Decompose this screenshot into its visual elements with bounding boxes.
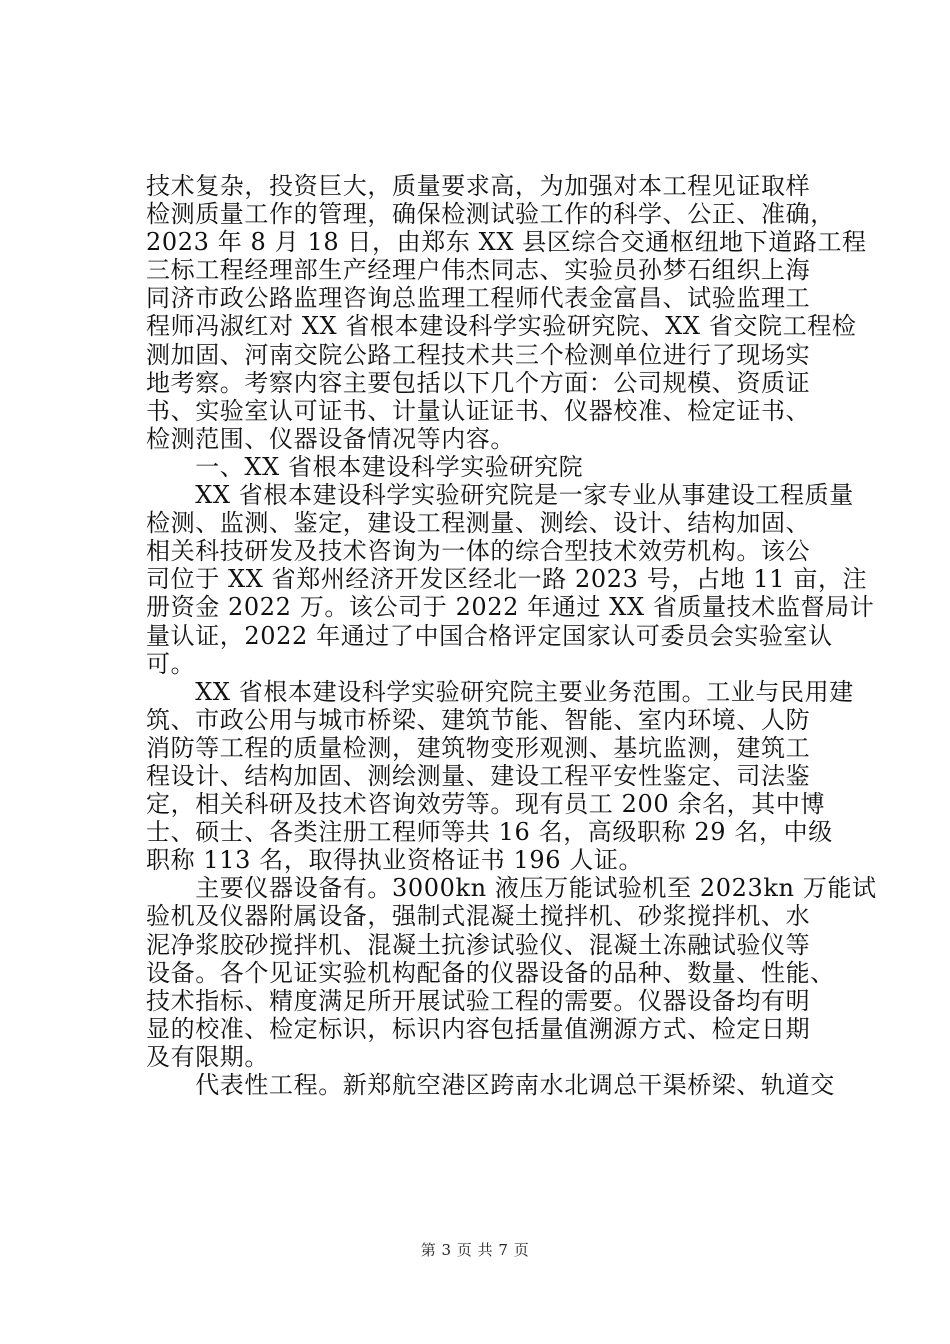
text-line: 消防等工程的质量检测，建筑物变形观测、基坑监测，建筑工 — [146, 733, 811, 762]
body-text — [146, 172, 877, 1099]
text-line: 司位于 XX 省郑州经济开发区经北一路 2023 号，占地 11 亩，注 — [146, 565, 868, 594]
text-line: 验机及仪器附属设备，强制式混凝土搅拌机、砂浆搅拌机、水 — [146, 902, 811, 931]
text-line: 技术复杂，投资巨大，质量要求高，为加强对本工程见证取样 — [146, 172, 811, 200]
text-line: 代表性工程。新郑航空港区跨南水北调总干渠桥梁、轨道交 — [146, 1071, 835, 1099]
text-line: 地考察。考察内容主要包括以下几个方面：公司规模、资质证 — [146, 368, 811, 397]
text-line: 职称 113 名，取得执业资格证书 196 人证。 — [146, 846, 644, 875]
text-line: 定，相关科研及技术咨询效劳等。现有员工 200 余名，其中博 — [146, 790, 826, 819]
text-line: 检测范围、仪器设备情况等内容。 — [146, 424, 515, 453]
text-line: 检测质量工作的管理，确保检测试验工作的科学、公正、准确， — [146, 200, 835, 229]
text-line: 显的校准、检定标识，标识内容包括量值溯源方式、检定日期 — [146, 1014, 811, 1043]
text-line: 一、XX 省根本建设科学实验研究院 — [146, 452, 584, 481]
text-line: 检测、监测、鉴定，建设工程测量、测绘、设计、结构加固、 — [146, 509, 811, 538]
text-line: 主要仪器设备有。3000kn 液压万能试验机至 2023kn 万能试 — [146, 874, 877, 903]
text-line: 相关科技研发及技术咨询为一体的综合型技术效劳机构。该公 — [146, 537, 811, 566]
text-line: 测加固、河南交院公路工程技术共三个检测单位进行了现场实 — [146, 340, 811, 369]
text-line: 可。 — [146, 649, 196, 678]
text-line: 泥净浆胶砂搅拌机、混凝土抗渗试验仪、混凝土冻融试验仪等 — [146, 930, 811, 959]
page-footer: 第 3 页 共 7 页 — [420, 1241, 530, 1259]
text-line: XX 省根本建设科学实验研究院主要业务范围。工业与民用建 — [146, 677, 854, 706]
text-line: 2023 年 8 月 18 日，由郑东 XX 县区综合交通枢纽地下道路工程 — [146, 228, 867, 257]
text-line: 设备。各个见证实验机构配备的仪器设备的品种、数量、性能、 — [146, 958, 835, 987]
text-line: 同济市政公路监理咨询总监理工程师代表金富昌、试验监理工 — [146, 284, 811, 313]
text-line: 程设计、结构加固、测绘测量、建设工程平安性鉴定、司法鉴 — [146, 761, 811, 790]
text-line: 及有限期。 — [146, 1042, 269, 1071]
text-line: 筑、市政公用与城市桥梁、建筑节能、智能、室内环境、人防 — [146, 705, 811, 734]
text-line: 三标工程经理部生产经理户伟杰同志、实验员孙梦石组织上海 — [146, 256, 811, 285]
text-line: XX 省根本建设科学实验研究院是一家专业从事建设工程质量 — [146, 481, 854, 510]
text-line: 书、实验室认可证书、计量认证证书、仪器校准、检定证书、 — [146, 396, 811, 425]
text-line: 册资金 2022 万。该公司于 2022 年通过 XX 省质量技术监督局计 — [146, 593, 875, 622]
text-line: 程师冯淑红对 XX 省根本建设科学实验研究院、XX 省交院工程检 — [146, 312, 857, 341]
text-line: 量认证，2022 年通过了中国合格评定国家认可委员会实验室认 — [146, 621, 833, 650]
text-line: 士、硕士、各类注册工程师等共 16 名，高级职称 29 名，中级 — [146, 818, 833, 847]
text-line: 技术指标、精度满足所开展试验工程的需要。仪器设备均有明 — [146, 986, 811, 1015]
